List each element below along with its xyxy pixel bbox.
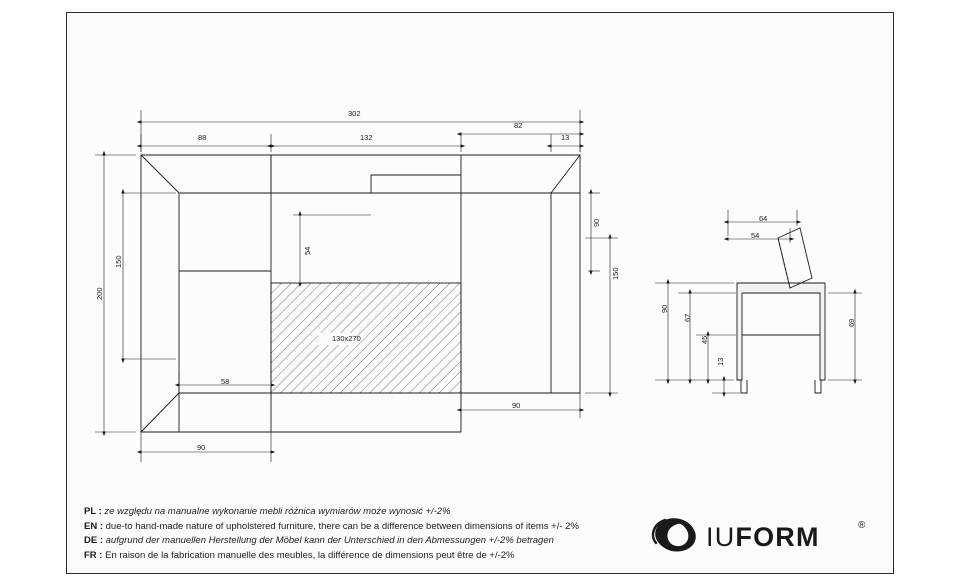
legend-row-de (84, 534, 644, 549)
legend-row-en (84, 520, 644, 535)
legend-text-fr: En raison de la fabrication manuelle des meubles, la différence de dimensions peut être de +/-2% (105, 549, 515, 561)
dim-overall-width: 302 (348, 109, 361, 118)
legend-text-en: due-to hand-made nature of upholstered furniture, there can be a difference between dimensions of items +/- 2% (105, 520, 579, 532)
brand-registered-mark: ® (858, 520, 866, 531)
dim-middle-section: 132 (360, 133, 373, 142)
dim-sleeping-area: 130x270 (332, 334, 361, 343)
dim-side-depth-total: 64 (759, 214, 768, 223)
legend-code-en: EN : (84, 520, 103, 532)
disclaimer-legend (84, 505, 644, 563)
dim-back-depth-right: 90 (592, 218, 601, 227)
dim-chaise-width-bottom: 90 (197, 443, 206, 452)
brand-wordmark (706, 522, 820, 553)
legend-row-fr (84, 549, 644, 564)
dim-chaise-depth: 58 (221, 377, 230, 386)
dim-seat-depth-right: 90 (512, 401, 521, 410)
brand-name-bold: FORM (735, 522, 820, 552)
dim-left-arm-section: 88 (198, 133, 207, 142)
dim-overall-depth: 200 (95, 287, 104, 300)
legend-row-pl (84, 505, 644, 520)
dim-right-section: 82 (514, 121, 523, 130)
dim-leg-height: 13 (716, 357, 725, 366)
dim-seat-depth-middle: 54 (303, 246, 312, 255)
dim-right-arm: 13 (561, 133, 570, 142)
dim-arm-height: 67 (683, 313, 692, 322)
legend-code-pl: PL : (84, 506, 102, 517)
brand-logo (648, 512, 878, 566)
dim-right-side-length: 150 (611, 267, 620, 280)
side-view-outline (737, 228, 825, 393)
dim-seat-depth-side: 54 (751, 231, 760, 240)
dim-back-height: 90 (660, 304, 669, 313)
brand-name-thin: IU (706, 522, 736, 552)
sleeping-area-hatch (271, 283, 461, 393)
dim-chaise-length: 150 (114, 255, 123, 268)
legend-code-fr: FR : (84, 549, 103, 561)
dim-seat-height: 45 (700, 335, 709, 344)
dim-total-height-right: 69 (847, 318, 856, 327)
legend-text-de: aufgrund der manuellen Herstellung der Möbel kann der Unterschied in den Abmessungen +/-2% betragen (105, 535, 554, 547)
miuform-leaf-icon (648, 512, 708, 560)
legend-code-de: DE : (84, 535, 103, 547)
legend-text-pl: ze względu na manualne wykonanie mebli różnica wymiarów może wynosić +/-2% (104, 506, 451, 517)
